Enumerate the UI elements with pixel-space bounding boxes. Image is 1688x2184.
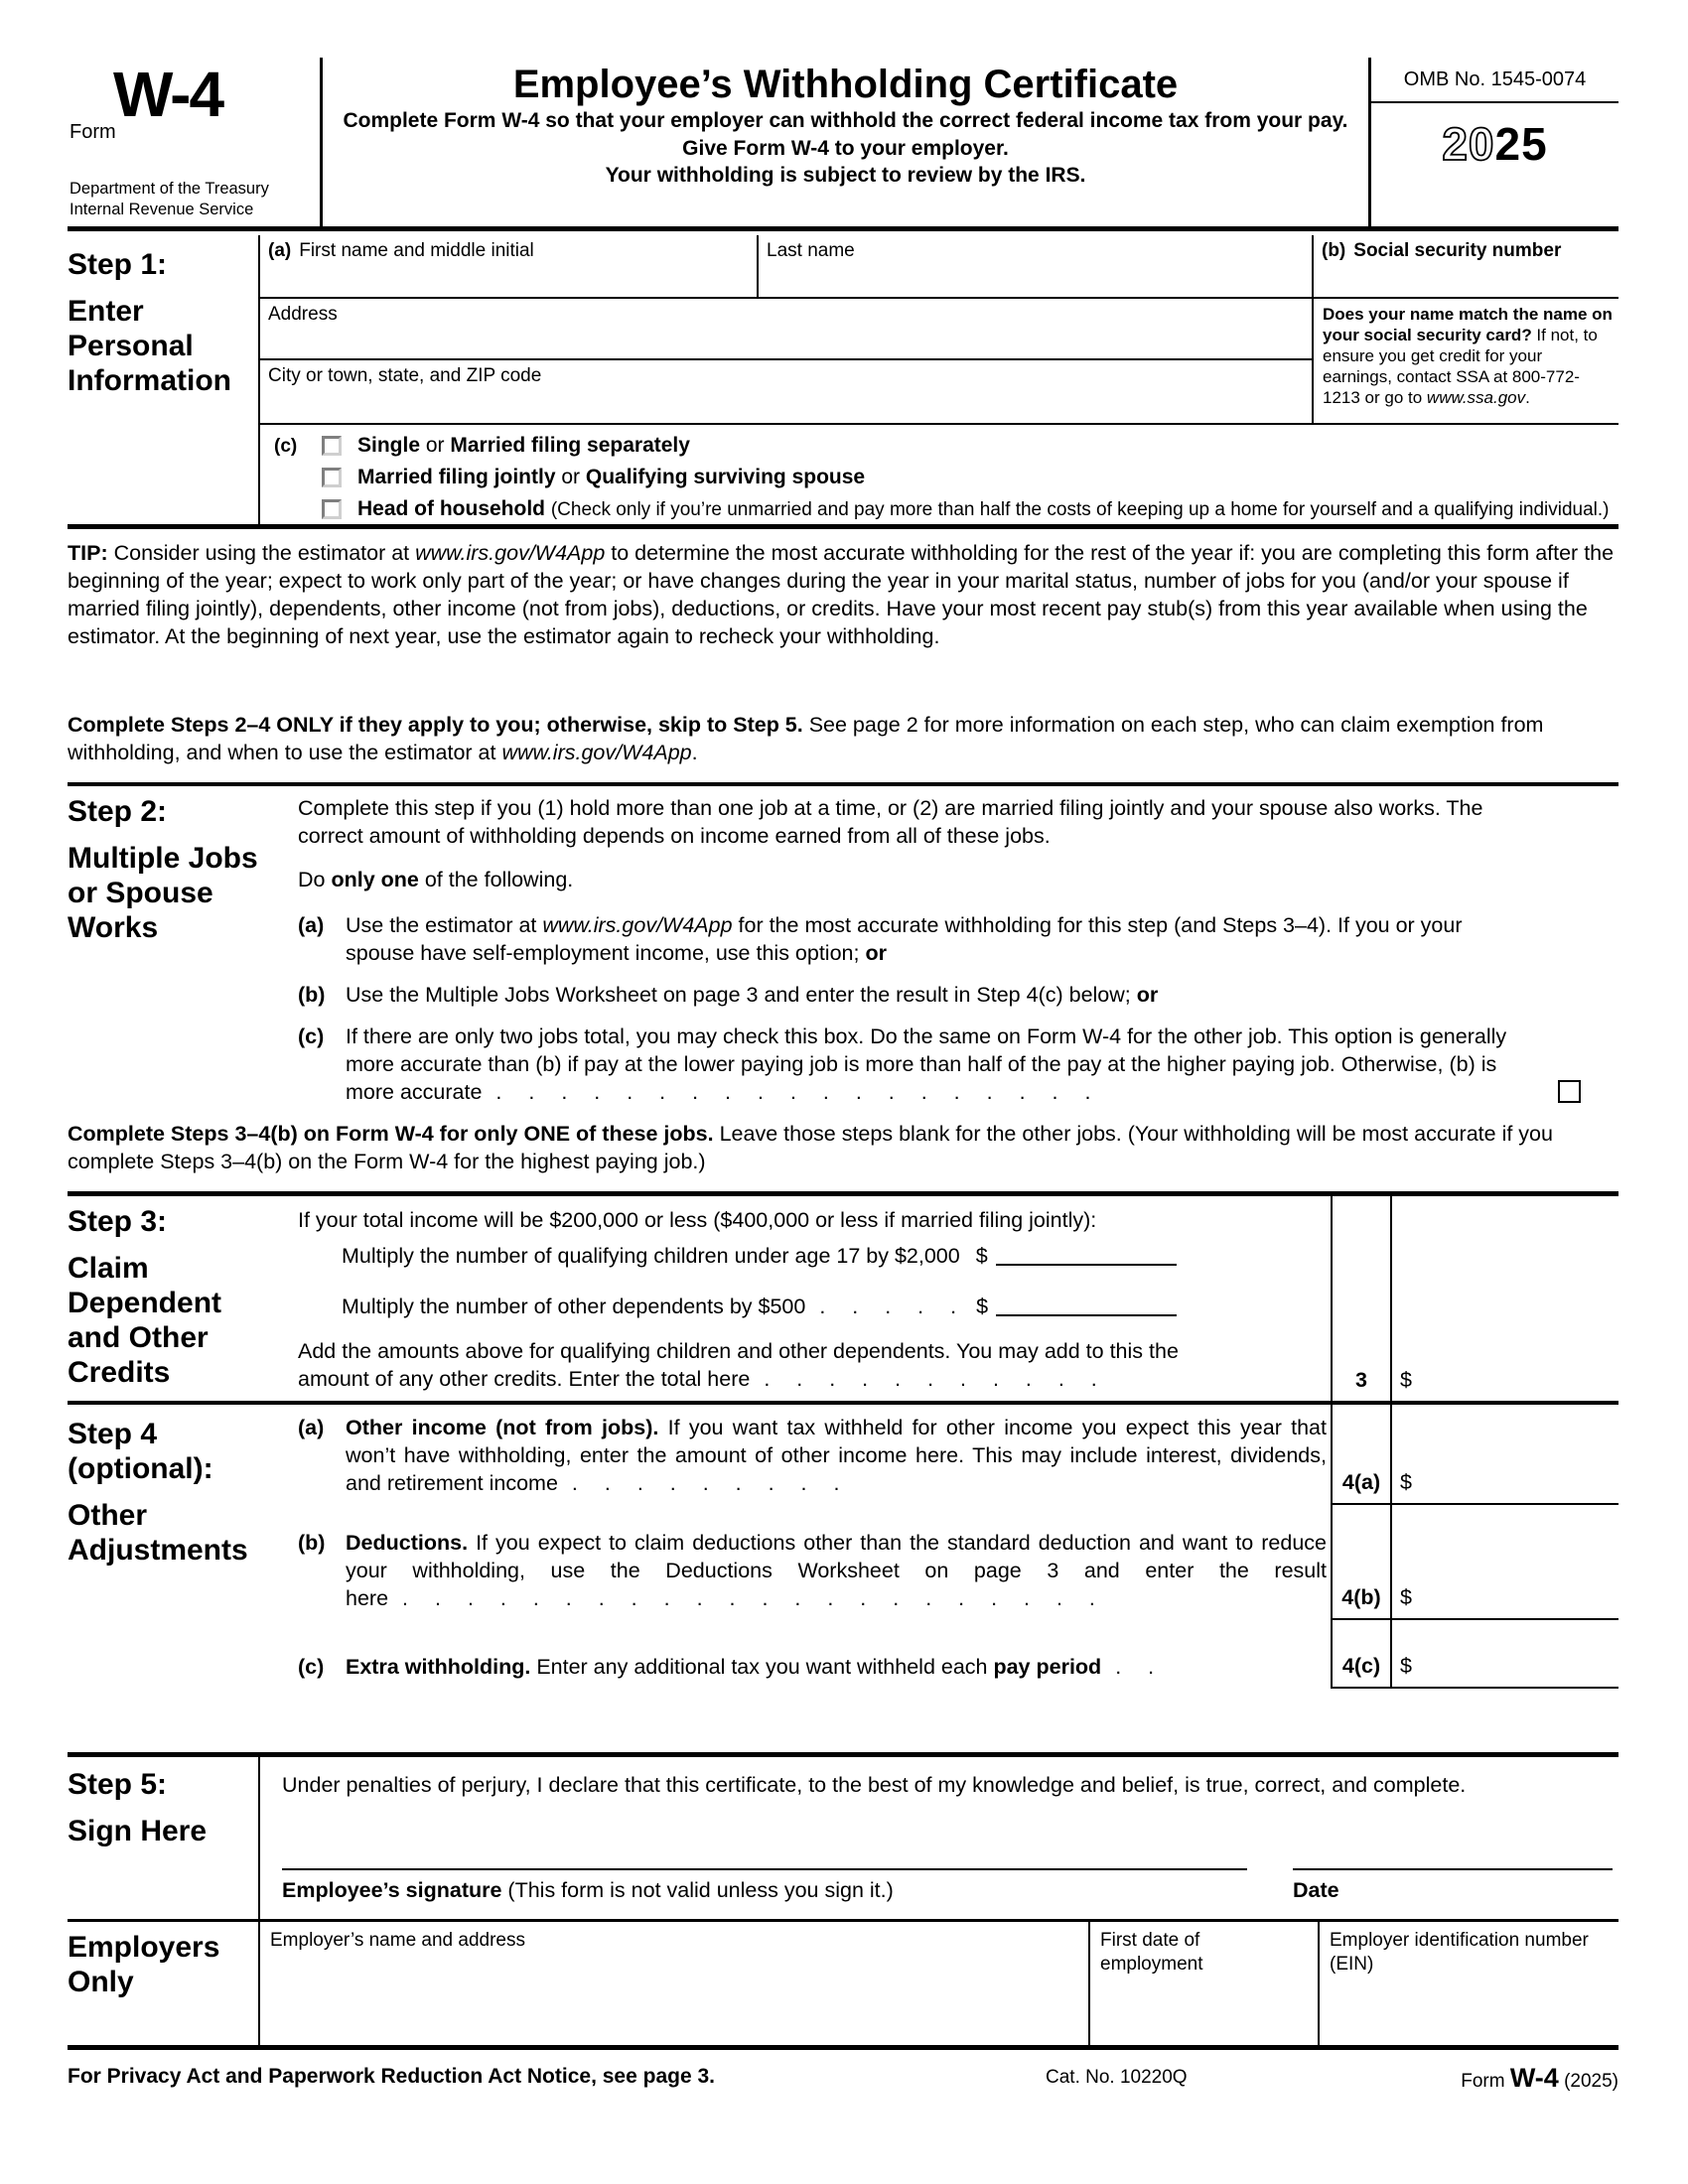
- single-option-label: Single or Married filing separately: [357, 434, 690, 457]
- step3-dependents-line: Multiply the number of other dependents by $500 . . . . . $: [342, 1293, 1331, 1320]
- step5-label: Step 5:: [68, 1768, 168, 1801]
- filing-status-option-head-household: [322, 497, 1618, 521]
- head-household-checkbox[interactable]: [322, 499, 342, 519]
- step3-sublabel: Claim Dependent and Other Credits: [68, 1252, 222, 1389]
- tip-lead: TIP:: [68, 541, 108, 565]
- married-jointly-checkbox[interactable]: [322, 468, 342, 487]
- footer-form-number: W-4: [1509, 2063, 1559, 2093]
- footer-form-id: Form W-4 (2025): [1461, 2063, 1618, 2093]
- dotted-leader: . . . . . . . . . . .: [764, 1367, 1097, 1391]
- step3-total-line: Add the amounts above for qualifying children and other dependents. You may add to this the amount of any other credits. Enter the total here . . . . . . . . . . .: [298, 1339, 1179, 1391]
- steps24-note: Complete Steps 2–4 ONLY if they apply to you; otherwise, skip to Step 5. See page 2 for more information on each step, who can claim exemption from withholding, and when to use the estimator at www.irs.gov/W4App.: [68, 713, 1544, 764]
- dollar-sign: $: [976, 1295, 989, 1318]
- form-id-block: [68, 58, 320, 226]
- ssa-name-match-note: [1312, 299, 1618, 423]
- department-lines: [70, 179, 269, 219]
- date-field[interactable]: Date: [1293, 1868, 1613, 1904]
- section-divider: [68, 782, 1618, 786]
- step5-sublabel: Sign Here: [68, 1815, 208, 1847]
- dependents-amount-field[interactable]: [996, 1297, 1177, 1316]
- step4-sublabel: Other Adjustments: [68, 1499, 248, 1567]
- estimator-url-3: www.irs.gov/W4App: [542, 913, 733, 937]
- step4-label-line1: Step 4: [68, 1418, 158, 1450]
- page-footer: [68, 2063, 1618, 2103]
- ssa-note-bold: Does your name match the name on your social security card?: [1323, 305, 1613, 344]
- step2-paragraph-2: Do only one of the following.: [298, 868, 574, 891]
- employers-label: Employers Only: [68, 1931, 220, 1998]
- tax-year-outline: 20: [1442, 118, 1495, 170]
- catalog-number: Cat. No. 10220Q: [1046, 2067, 1188, 2088]
- step3-intro: If your total income will be $200,000 or less ($400,000 or less if married filing jointly):: [298, 1208, 1097, 1232]
- step4a-amount-field[interactable]: [1390, 1405, 1618, 1505]
- form-number-logo: W-4: [113, 59, 223, 130]
- step4-label-line2: (optional):: [68, 1452, 213, 1485]
- page-title: Employee’s Withholding Certificate: [512, 63, 1179, 106]
- header-subtitle-1: Complete Form W-4 so that your employer can withhold the correct federal income tax from your pay.: [343, 109, 1348, 132]
- employers-only-section: [68, 1919, 1618, 2050]
- omb-year-block: [1368, 58, 1618, 226]
- step4-section: [68, 1405, 1618, 1689]
- privacy-act-notice: For Privacy Act and Paperwork Reduction Act Notice, see page 3.: [68, 2065, 715, 2088]
- steps34-note: Complete Steps 3–4(b) on Form W-4 for only ONE of these jobs. Leave those steps blank for the other jobs. (Your withholding will be most accurate if you complete Steps 3–4(b) on the Form W-4 for the highest paying job.): [68, 1122, 1553, 1173]
- step2-label: Step 2:: [68, 795, 168, 828]
- filing-status-option-single: [322, 434, 1618, 458]
- step3-label-block: [68, 1196, 298, 1401]
- step5-label-block: [68, 1757, 258, 1919]
- dollar-sign: $: [1400, 1654, 1412, 1678]
- step3-line-number: 3: [1331, 1196, 1390, 1401]
- step2-label-block: [68, 794, 298, 1106]
- ssa-url: www.ssa.gov: [1426, 388, 1526, 407]
- step1c-tag: (c): [274, 436, 298, 457]
- step5-section: [68, 1752, 1618, 1919]
- dollar-sign: $: [1400, 1368, 1412, 1392]
- step4c-line-number: 4(c): [1331, 1620, 1390, 1689]
- form-word: Form: [70, 121, 116, 143]
- step1-label-block: [68, 235, 258, 529]
- step1b-tag: (b): [1322, 240, 1346, 261]
- address-field[interactable]: [258, 299, 1312, 360]
- married-jointly-option-label: Married filing jointly or Qualifying surviving spouse: [357, 466, 866, 488]
- head-household-option-label: Head of household (Check only if you’re unmarried and pay more than half the costs of keeping up a home for yourself and a qualifying individual.): [357, 497, 1610, 520]
- estimator-url-2: www.irs.gov/W4App: [501, 741, 692, 764]
- last-name-field[interactable]: [757, 235, 1312, 299]
- step2-item-a: (a) Use the estimator at www.irs.gov/W4App for the most accurate withholding for this step (and Steps 3–4). If you or your spouse have self-employment income, use this option; or: [298, 913, 1463, 965]
- step4b-amount-field[interactable]: [1390, 1505, 1618, 1620]
- header-subtitle-3: Your withholding is subject to review by the IRS.: [605, 164, 1086, 187]
- form-header: [68, 58, 1618, 231]
- ssn-label: Social security number: [1353, 240, 1562, 261]
- step1-sublabel: Enter Personal Information: [68, 295, 231, 397]
- dotted-leader: . .: [1115, 1655, 1155, 1679]
- ssn-field[interactable]: [1312, 235, 1618, 299]
- step3-label: Step 3:: [68, 1205, 168, 1238]
- first-name-label: First name and middle initial: [299, 240, 534, 261]
- single-checkbox[interactable]: [322, 436, 342, 456]
- dept-line-1: Department of the Treasury: [70, 180, 269, 198]
- dept-line-2: Internal Revenue Service: [70, 200, 254, 218]
- step4-label-block: [68, 1405, 298, 1689]
- dollar-sign: $: [1400, 1585, 1412, 1609]
- step2-content: [298, 794, 1529, 1106]
- ssa-note-period: .: [1525, 388, 1530, 407]
- step1a-tag: (a): [268, 240, 292, 261]
- tax-year: [1371, 101, 1618, 171]
- step3-total-amount-field[interactable]: [1390, 1196, 1618, 1401]
- step2-item-c: (c) If there are only two jobs total, you may check this box. Do the same on Form W-4 for the other job. This option is generally more accurate than (b) if pay at the lower paying job is more than half of the pay at the higher paying job. Otherwise, (b) is more accurate . . . . . . . . . . . . . . . . . . .: [298, 1023, 1529, 1106]
- step2-sublabel: Multiple Jobs or Spouse Works: [68, 842, 258, 944]
- step2-section: [68, 794, 1618, 1106]
- step3-content: [298, 1196, 1331, 1401]
- dotted-leader: . . . . . . . . . . . . . . . . . . .: [495, 1080, 1091, 1104]
- employer-name-address-field[interactable]: Employer’s name and address: [258, 1922, 1088, 2045]
- step4c-amount-field[interactable]: [1390, 1620, 1618, 1689]
- employers-label-block: [68, 1922, 258, 2045]
- last-name-label: Last name: [767, 240, 855, 261]
- dotted-leader: . . . . .: [819, 1295, 957, 1318]
- children-amount-field[interactable]: [996, 1246, 1177, 1266]
- step2-paragraph-1: Complete this step if you (1) hold more than one job at a time, or (2) are married filing jointly and your spouse also works. The correct amount of withholding depends on income earned from all of these jobs.: [298, 796, 1483, 848]
- two-jobs-checkbox[interactable]: [1558, 1080, 1581, 1103]
- step1-label: Step 1:: [68, 248, 168, 281]
- dollar-sign: $: [1400, 1470, 1412, 1494]
- tip-paragraph: TIP: Consider using the estimator at www.irs.gov/W4App to determine the most accurate withholding for the rest of the year if: you are completing this form after the beginning of the year; expect to work only part of the year; or have changes during the year in your marital status, number of jobs for you (and/or your spouse if married filing jointly), dependents, other income (not from jobs), deductions, or credits. Have your most recent pay stub(s) from this year available when using the estimator. At the beginning of next year, use the estimator again to recheck your withholding.: [68, 541, 1615, 648]
- step3-children-line: Multiply the number of qualifying children under age 17 by $2,000 $: [342, 1242, 1331, 1270]
- filing-status-option-married-jointly: [322, 466, 1618, 489]
- omb-number: OMB No. 1545-0074: [1403, 68, 1587, 90]
- step4c-text: (c) Extra withholding. Enter any additional tax you want withheld each pay period . .: [298, 1655, 1155, 1679]
- filing-status-group: [258, 423, 1618, 529]
- estimator-url: www.irs.gov/W4App: [415, 541, 606, 565]
- perjury-statement: Under penalties of perjury, I declare that this certificate, to the best of my knowledge and belief, is true, correct, and complete.: [282, 1773, 1467, 1797]
- step3-section: [68, 1191, 1618, 1405]
- tax-year-solid: 25: [1494, 118, 1548, 170]
- header-subtitle-2: Give Form W-4 to your employer.: [682, 136, 1009, 160]
- address-label: Address: [268, 304, 338, 325]
- ssa-note-text: If not, to ensure you get credit for your earnings, contact SSA at 800-772-1213 or go to: [1323, 326, 1598, 407]
- dotted-leader: . . . . . . . . .: [571, 1471, 840, 1495]
- dollar-sign: $: [975, 1244, 988, 1268]
- step2-item-b: (b) Use the Multiple Jobs Worksheet on page 3 and enter the result in Step 4(c) below; or: [298, 983, 1159, 1007]
- first-date-employment-field[interactable]: First date of employment: [1088, 1922, 1318, 2045]
- ein-field[interactable]: Employer identification number (EIN): [1318, 1922, 1618, 2045]
- step4b-text: (b) Deductions. If you expect to claim deductions other than the standard deduction and want to reduce your withholding, use the Deductions Worksheet on page 3 and enter the result here . . . . . . . . . . . . . . . . . . . . . .: [298, 1531, 1327, 1610]
- step4a-line-number: 4(a): [1331, 1405, 1390, 1505]
- step4b-line-number: 4(b): [1331, 1505, 1390, 1620]
- dotted-leader: . . . . . . . . . . . . . . . . . . . . . .: [402, 1586, 1095, 1610]
- city-label: City or town, state, and ZIP code: [268, 365, 542, 386]
- step5-content: [258, 1757, 1618, 1919]
- city-state-zip-field[interactable]: [258, 360, 1312, 423]
- signature-row: [282, 1868, 1615, 1904]
- first-name-field[interactable]: [258, 235, 757, 299]
- employee-signature-field[interactable]: Employee’s signature (This form is not valid unless you sign it.): [282, 1868, 1247, 1904]
- header-title-block: [320, 58, 1368, 226]
- step1-section: [68, 235, 1618, 529]
- step4a-text: (a) Other income (not from jobs). If you want tax withheld for other income you expect this year that won’t have withholding, enter the amount of other income here. This may include interest, dividends, and retirement income . . . . . . . . .: [298, 1416, 1327, 1495]
